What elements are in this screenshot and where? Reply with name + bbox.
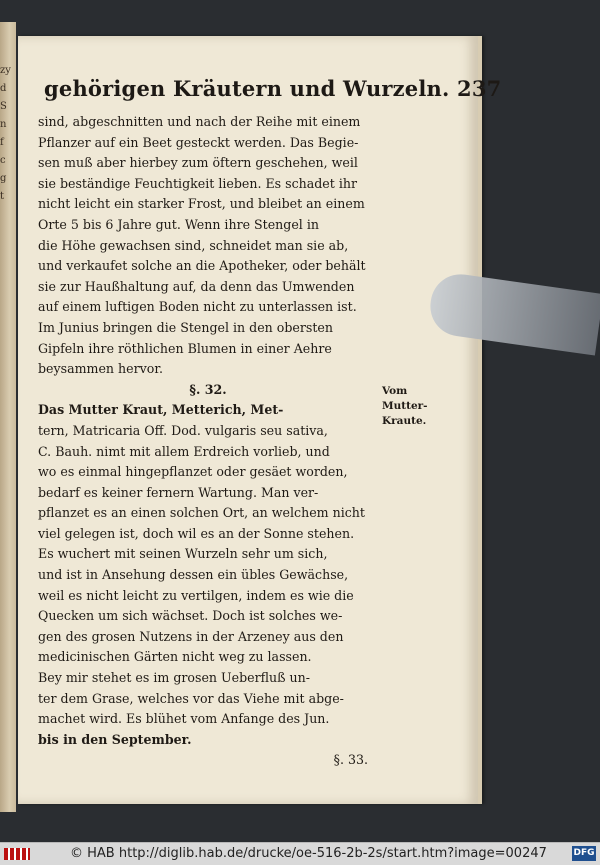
text-line: viel gelegen ist, doch wil es an der Sonne stehen. — [38, 525, 355, 541]
text-line: Im Junius bringen die Stengel in den obersten — [38, 319, 333, 335]
text-line: und verkaufet solche an die Apotheker, oder behält — [38, 258, 366, 274]
section-heading: §. 32. — [189, 381, 227, 397]
text-line: Gipfeln ihre röthlichen Blumen in einer Aehre — [38, 340, 332, 356]
margin-note: Vom Mutter-Kraute. — [382, 385, 428, 427]
text-line: auf einem luftigen Boden nicht zu unterlassen ist. — [38, 299, 357, 315]
text-line: ter dem Grase, welches vor das Viehe mit abge- — [38, 690, 344, 706]
text-line: beysammen hervor. — [38, 361, 163, 377]
text-line: C. Bauh. nimt mit allem Erdreich vorlieb, und — [38, 443, 330, 459]
text-line: nicht leicht ein starker Frost, und bleibet an einem — [38, 196, 365, 212]
running-header: gehörigen Kräutern und Wurzeln. 237 — [44, 76, 502, 101]
text-line: sie beständige Feuchtigkeit lieben. Es schadet ihr — [38, 175, 357, 191]
text-line: weil es nicht leicht zu vertilgen, indem es wie die — [38, 587, 354, 603]
text-line: bedarf es keiner fernern Wartung. Man ver- — [38, 484, 319, 500]
text-line: machet wird. Es blühet vom Anfange des Jun. — [38, 711, 330, 727]
text-line: Bey mir stehet es im grosen Ueberfluß un- — [38, 670, 311, 686]
text-line: sen muß aber hierbey zum öftern geschehen, weil — [38, 155, 358, 171]
text-line: pflanzet es an einen solchen Ort, an welchem nicht — [38, 505, 365, 521]
facing-page-edge — [0, 22, 16, 812]
text-line: sind, abgeschnitten und nach der Reihe mit einem — [38, 114, 361, 129]
text-line: und ist in Ansehung dessen ein übles Gewächse, — [38, 567, 349, 583]
text-line: gen des grosen Nutzens in der Arzeney aus den — [38, 628, 344, 644]
flag-icon — [4, 848, 30, 860]
text-line: tern, Matricaria Off. Dod. vulgaris seu sativa, — [38, 422, 328, 438]
text-line: medicinischen Gärten nicht weg zu lassen. — [38, 649, 312, 665]
text-line: die Höhe gewachsen sind, schneidet man sie ab, — [38, 237, 349, 253]
footer-bar — [0, 842, 600, 865]
facing-page-text: zy d S n f c g t — [0, 65, 11, 202]
body-text — [38, 112, 378, 771]
text-line: Quecken um sich wächset. Doch ist solches we- — [38, 608, 343, 624]
text-line: sie zur Haußhaltung auf, da denn das Umwenden — [38, 278, 355, 294]
book-page — [18, 36, 502, 804]
text-line: bis in den September. — [38, 731, 192, 747]
text-line: Das Mutter Kraut, Metterich, Met- — [38, 402, 284, 418]
dfg-logo: DFG — [572, 846, 596, 861]
text-line: wo es einmal hingepflanzet oder gesäet worden, — [38, 464, 348, 480]
text-line: Es wuchert mit seinen Wurzeln sehr um sich, — [38, 546, 328, 562]
text-line: Pflanzer auf ein Beet gesteckt werden. Das Begie- — [38, 134, 359, 150]
text-line: Orte 5 bis 6 Jahre gut. Wenn ihre Stengel in — [38, 216, 319, 232]
catchword: §. 33. — [333, 752, 368, 768]
footer-credit: © HAB http://diglib.hab.de/drucke/oe-516-2b-2s/start.htm?image=00247 — [70, 846, 547, 861]
